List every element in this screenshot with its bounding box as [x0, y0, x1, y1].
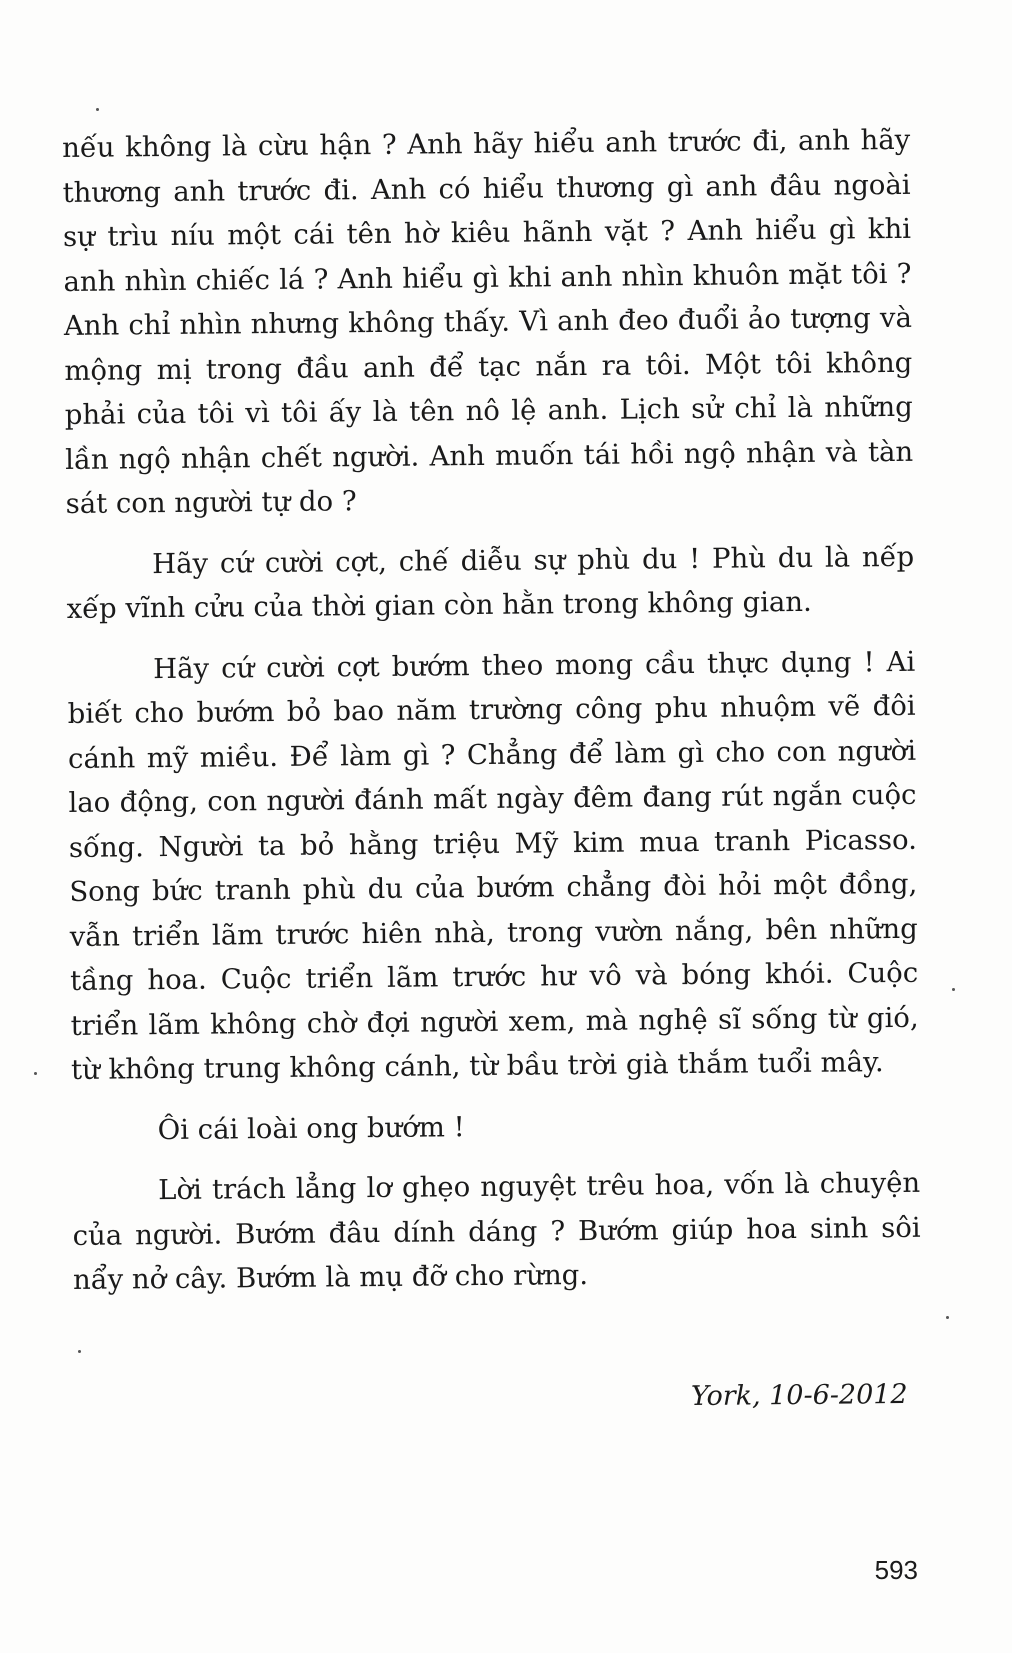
- scan-speck: [78, 1350, 81, 1353]
- scan-speck: [946, 1316, 949, 1319]
- paragraph: Lời trách lẳng lơ ghẹo nguyệt trêu hoa, vốn là chuyện của người. Bướm đâu dính dáng ? Bướm giúp hoa sinh sôi nẩy nở cây. Bướm là mụ đỡ cho rừng.: [72, 1166, 921, 1296]
- page-number: 593: [874, 1555, 918, 1585]
- scan-speck: [952, 988, 955, 991]
- signature-date: York, 10-6-2012: [691, 1378, 909, 1413]
- body-text: [62, 118, 921, 1319]
- paragraph: nếu không là cừu hận ? Anh hãy hiểu anh trước đi, anh hãy thương anh trước đi. Anh có hiểu thương gì anh đâu ngoài sự trìu níu một cái tên hờ kiêu hãnh vặt ? Anh hiểu gì khi anh nhìn chiếc lá ? Anh hiểu gì khi anh nhìn khuôn mặt tôi ? Anh chỉ nhìn nhưng không thấy. Vì anh đeo đuổi ảo tượng và mộng mị trong đầu anh để tạc nắn ra tôi. Một tôi không phải của tôi vì tôi ấy là tên nô lệ anh. Lịch sử chỉ là những lần ngộ nhận chết người. Anh muốn tái hồi ngộ nhận và tàn sát con người tự do ?: [62, 123, 914, 520]
- scan-speck: [34, 1072, 37, 1075]
- paragraph: Hãy cứ cười cợt bướm theo mong cầu thực dụng ! Ai biết cho bướm bỏ bao năm trường công phu nhuộm vẽ đôi cánh mỹ miều. Để làm gì ? Chẳng để làm gì cho con người lao động, con người đánh mất ngày đêm đang rút ngắn cuộc sống. Người ta bỏ hằng triệu Mỹ kim mua tranh Picasso. Song bức tranh phù du của bướm chẳng đòi hỏi một đồng, vẫn triển lãm trước hiên nhà, trong vườn nắng, bên những tầng hoa. Cuộc triển lãm trước hư vô và bóng khói. Cuộc triển lãm không chờ đợi người xem, mà nghệ sĩ sống từ gió, từ không trung không cánh, từ bầu trời già thắm tuổi mây.: [67, 645, 919, 1086]
- scan-speck: [96, 108, 99, 111]
- paragraph: Hãy cứ cười cợt, chế diễu sự phù du ! Phù du là nếp xếp vĩnh cửu của thời gian còn hằn trong không gian.: [66, 540, 915, 625]
- paragraph: Ôi cái loài ong bướm !: [157, 1110, 465, 1146]
